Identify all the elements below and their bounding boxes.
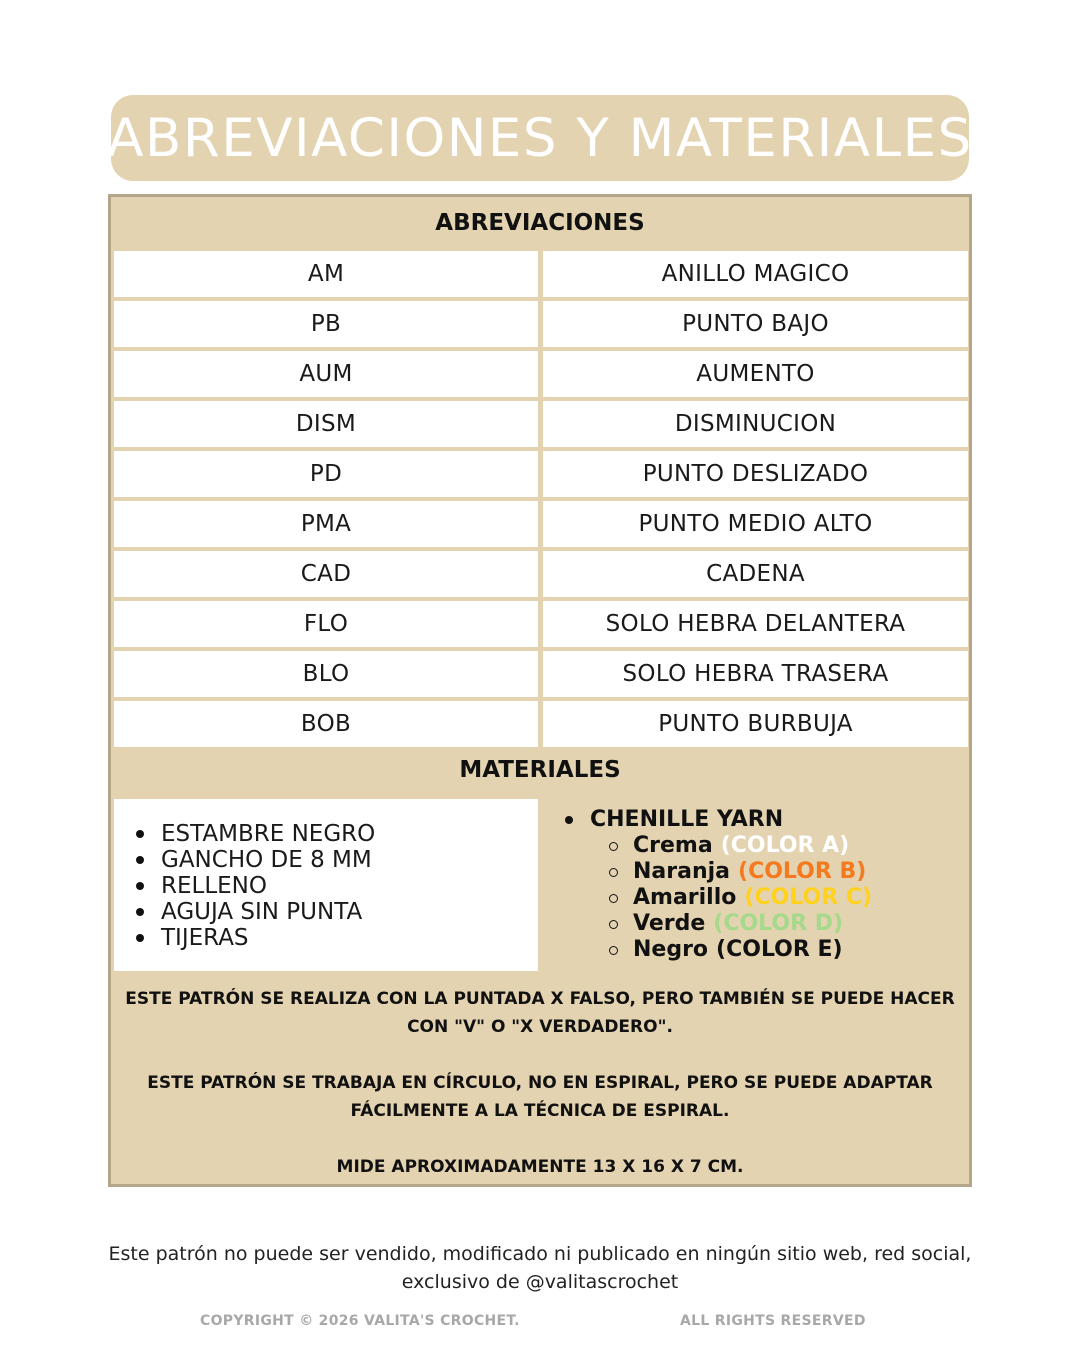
note-text: ESTE PATRÓN SE TRABAJA EN CÍRCULO, NO EN ESPIRAL, PERO SE PUEDE ADAPTAR bbox=[147, 1073, 933, 1093]
color-code: (COLOR D) bbox=[713, 911, 844, 936]
meaning-cell: SOLO HEBRA TRASERA bbox=[543, 651, 968, 697]
color-name: Naranja bbox=[633, 859, 731, 884]
yarn-list bbox=[543, 799, 969, 971]
info-table bbox=[108, 194, 972, 1187]
meaning-cell: CADENA bbox=[543, 551, 968, 597]
disclaimer-line: Este patrón no puede ser vendido, modificado ni publicado en ningún sitio web, red social, bbox=[108, 1243, 972, 1265]
abbreviations-heading: ABREVIACIONES bbox=[435, 210, 645, 236]
page-title: ABREVIACIONES Y MATERIALES bbox=[107, 107, 973, 169]
circle-bullet-icon bbox=[609, 946, 618, 955]
meaning-cell: PUNTO BAJO bbox=[543, 301, 968, 347]
circle-bullet-icon bbox=[609, 894, 618, 903]
note-text: CON "V" O "X VERDADERO". bbox=[407, 1017, 673, 1037]
disclaimer bbox=[60, 1240, 1020, 1296]
table-row bbox=[111, 499, 969, 549]
abbr-cell: PMA bbox=[114, 501, 538, 547]
circle-bullet-icon bbox=[609, 868, 618, 877]
meaning-cell: PUNTO MEDIO ALTO bbox=[543, 501, 968, 547]
meaning-cell: SOLO HEBRA DELANTERA bbox=[543, 601, 968, 647]
list-item bbox=[134, 873, 538, 899]
abbr-cell: BOB bbox=[114, 701, 538, 747]
list-item bbox=[134, 847, 538, 873]
list-item bbox=[134, 899, 538, 925]
circle-bullet-icon bbox=[609, 842, 618, 851]
list-item bbox=[134, 925, 538, 951]
color-name: Amarillo bbox=[633, 885, 737, 910]
color-item bbox=[609, 833, 969, 859]
disclaimer-line: exclusivo de @valitascrochet bbox=[401, 1271, 679, 1293]
color-item bbox=[609, 859, 969, 885]
color-name: Crema bbox=[633, 833, 713, 858]
table-row bbox=[111, 549, 969, 599]
title-banner bbox=[107, 95, 973, 181]
abbr-cell: AM bbox=[114, 251, 538, 297]
color-item bbox=[609, 885, 969, 911]
list-item bbox=[134, 821, 538, 847]
color-name: Verde bbox=[633, 911, 706, 936]
bullet-icon bbox=[136, 934, 144, 942]
color-code: (COLOR A) bbox=[720, 833, 850, 858]
bullet-icon bbox=[136, 908, 144, 916]
color-item bbox=[609, 911, 969, 937]
abbr-cell: PB bbox=[114, 301, 538, 347]
bullet-icon bbox=[565, 816, 573, 824]
materials-list bbox=[114, 799, 538, 971]
materials-heading: MATERIALES bbox=[459, 757, 621, 783]
table-row bbox=[111, 649, 969, 699]
table-row bbox=[111, 449, 969, 499]
yarn-title: CHENILLE YARN bbox=[590, 807, 784, 832]
table-row bbox=[111, 349, 969, 399]
material-label: AGUJA SIN PUNTA bbox=[161, 899, 363, 925]
copyright-text: COPYRIGHT © 2026 VALITA'S CROCHET. bbox=[200, 1313, 520, 1329]
material-label: RELLENO bbox=[161, 873, 267, 899]
color-code: (COLOR E) bbox=[716, 937, 843, 962]
material-label: TIJERAS bbox=[161, 925, 249, 951]
table-row bbox=[111, 399, 969, 449]
circle-bullet-icon bbox=[609, 920, 618, 929]
color-code: (COLOR C) bbox=[744, 885, 873, 910]
meaning-cell: ANILLO MAGICO bbox=[543, 251, 968, 297]
color-item bbox=[609, 937, 969, 963]
list-item bbox=[563, 807, 969, 833]
notes-section bbox=[111, 977, 969, 1184]
material-label: GANCHO DE 8 MM bbox=[161, 847, 372, 873]
meaning-cell: AUMENTO bbox=[543, 351, 968, 397]
abbreviations-list bbox=[111, 249, 969, 749]
bullet-icon bbox=[136, 882, 144, 890]
rights-text: ALL RIGHTS RESERVED bbox=[680, 1313, 866, 1329]
bullet-icon bbox=[136, 856, 144, 864]
table-row bbox=[111, 299, 969, 349]
material-label: ESTAMBRE NEGRO bbox=[161, 821, 376, 847]
abbr-cell: PD bbox=[114, 451, 538, 497]
note-text: FÁCILMENTE A LA TÉCNICA DE ESPIRAL. bbox=[350, 1101, 730, 1121]
meaning-cell: DISMINUCION bbox=[543, 401, 968, 447]
bullet-icon bbox=[136, 830, 144, 838]
abbr-cell: AUM bbox=[114, 351, 538, 397]
abbr-cell: FLO bbox=[114, 601, 538, 647]
meaning-cell: PUNTO BURBUJA bbox=[543, 701, 968, 747]
color-name: Negro bbox=[633, 937, 709, 962]
table-row bbox=[111, 599, 969, 649]
table-row bbox=[111, 249, 969, 299]
color-code: (COLOR B) bbox=[738, 859, 867, 884]
table-row bbox=[111, 699, 969, 749]
abbr-cell: BLO bbox=[114, 651, 538, 697]
note-text: ESTE PATRÓN SE REALIZA CON LA PUNTADA X FALSO, PERO TAMBIÉN SE PUEDE HACER bbox=[125, 989, 955, 1009]
note-text: MIDE APROXIMADAMENTE 13 X 16 X 7 CM. bbox=[336, 1157, 744, 1177]
abbr-cell: CAD bbox=[114, 551, 538, 597]
abbr-cell: DISM bbox=[114, 401, 538, 447]
meaning-cell: PUNTO DESLIZADO bbox=[543, 451, 968, 497]
